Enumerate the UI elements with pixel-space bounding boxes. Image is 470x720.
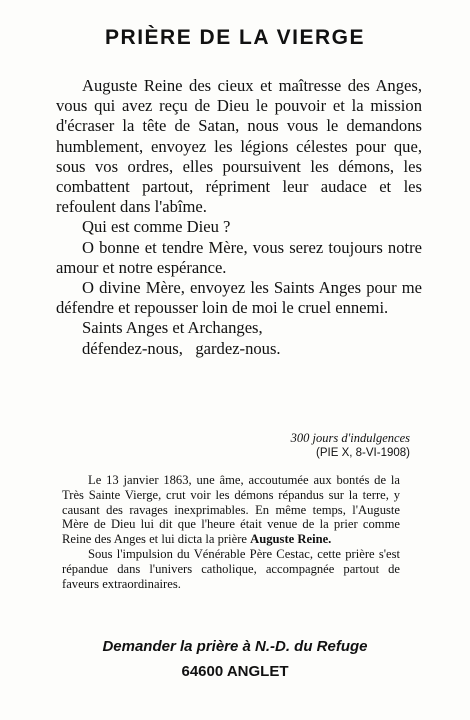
footer-address: 64600 ANGLET xyxy=(181,663,289,680)
indulgence-reference: (PIE X, 8-VI-1908) xyxy=(316,447,410,459)
history-text xyxy=(62,473,400,591)
indulgence-days: 300 jours d'indulgences xyxy=(290,431,410,445)
history-origin-text: Le 13 janvier 1863, une âme, accoutumée aux bontés de la Très Sainte Vierge, crut voir les démons répandus sur la terre, y causant des ravages inexprimables. En même temps, l'Auguste Mère de Dieu lui dit que l'heure était venue de la prier comme Reine des Anges et lui dicta la prière xyxy=(62,473,400,547)
prayer-name-bold: Auguste Reine. xyxy=(250,532,332,547)
history-paragraph-spread: Sous l'impulsion du Vénérable Père Cestac, cette prière s'est répandue dans l'univers catholique, accompagnée partout de faveurs extraordinaires. xyxy=(62,546,400,591)
prayer-paragraph-question: Qui est comme Dieu ? xyxy=(82,217,231,237)
page-title: PRIÈRE DE LA VIERGE xyxy=(105,26,365,49)
prayer-paragraph-divine-mother: O divine Mère, envoyez les Saints Anges pour me défendre et repousser loin de moi le cruel ennemi. xyxy=(56,278,422,318)
prayer-paragraph-invocation: Auguste Reine des cieux et maîtresse des Anges, vous qui avez reçu de Dieu le pouvoir et la mission d'écraser la tête de Satan, nous vous le demandons humblement, envoyez les légions célestes pour que, sous vos ordres, elles poursuivent les démons, les combattent partout, répriment leur audace et les refoulent dans l'abîme. xyxy=(56,76,422,217)
prayer-paragraph-tender-mother: O bonne et tendre Mère, vous serez toujours notre amour et notre espérance. xyxy=(56,237,422,277)
prayer-line-defend-us: défendez-nous, gardez-nous. xyxy=(82,338,281,358)
history-paragraph-origin xyxy=(62,473,400,547)
footer-request-line: Demander la prière à N.-D. du Refuge xyxy=(102,638,368,655)
prayer-text xyxy=(56,76,422,359)
prayer-line-saints-angels: Saints Anges et Archanges, xyxy=(82,318,263,338)
indulgence-note xyxy=(291,431,410,461)
